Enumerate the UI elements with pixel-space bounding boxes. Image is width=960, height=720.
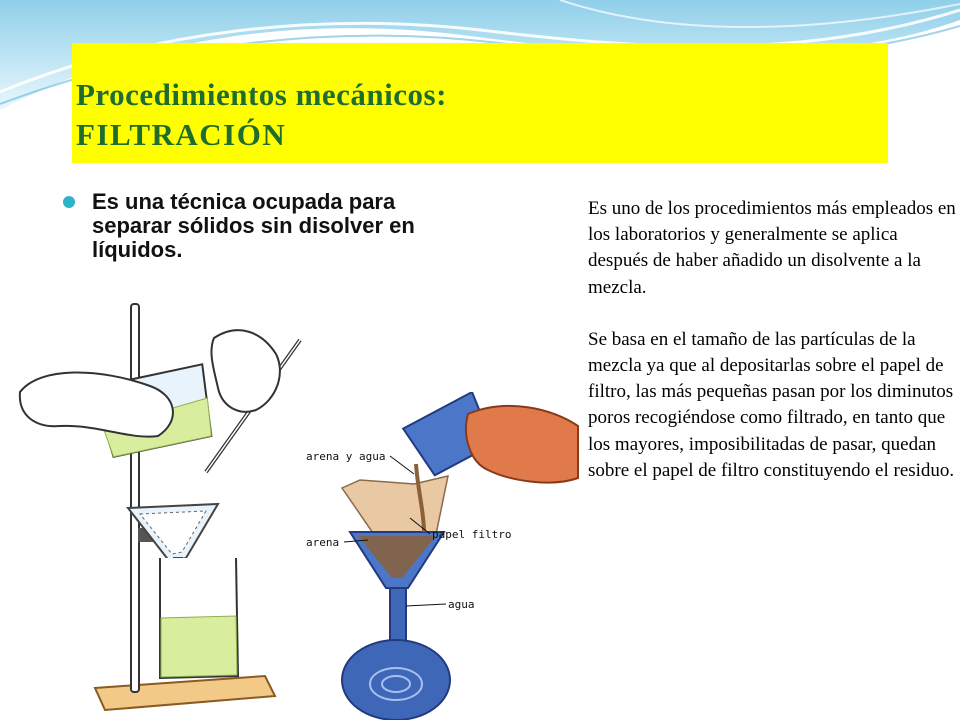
label-water: agua bbox=[448, 598, 475, 611]
bullet-icon bbox=[63, 196, 75, 208]
filtration-stand-illustration bbox=[0, 296, 310, 720]
slide-title: Procedimientos mecánicos: bbox=[76, 77, 447, 112]
label-sand: arena bbox=[306, 536, 340, 549]
title-banner bbox=[72, 43, 888, 163]
funnel-filter-illustration bbox=[298, 392, 580, 720]
bullet-text: Es una técnica ocupada para separar sólidos sin disolver en líquidos. bbox=[92, 189, 415, 262]
description-text bbox=[588, 196, 958, 484]
slide-subtitle: FILTRACIÓN bbox=[76, 117, 287, 152]
description-paragraph-1: Es uno de los procedimientos más empleados en los laboratorios y generalmente se aplica después de haber añadido un disolvente a la mezcla. bbox=[588, 198, 956, 298]
description-paragraph-2: Se basa en el tamaño de las partículas de la mezcla ya que al depositarlas sobre el papel de filtro, las más pequeñas pasan por los diminutos poros recogiéndose como filtrado, en tanto que los mayores, imposibilitadas de pasar, quedan sobre el papel de filtro constituyendo el residuo. bbox=[588, 328, 955, 481]
label-filter-paper: papel filtro bbox=[432, 528, 512, 541]
label-sand-water: arena y agua bbox=[306, 450, 386, 463]
